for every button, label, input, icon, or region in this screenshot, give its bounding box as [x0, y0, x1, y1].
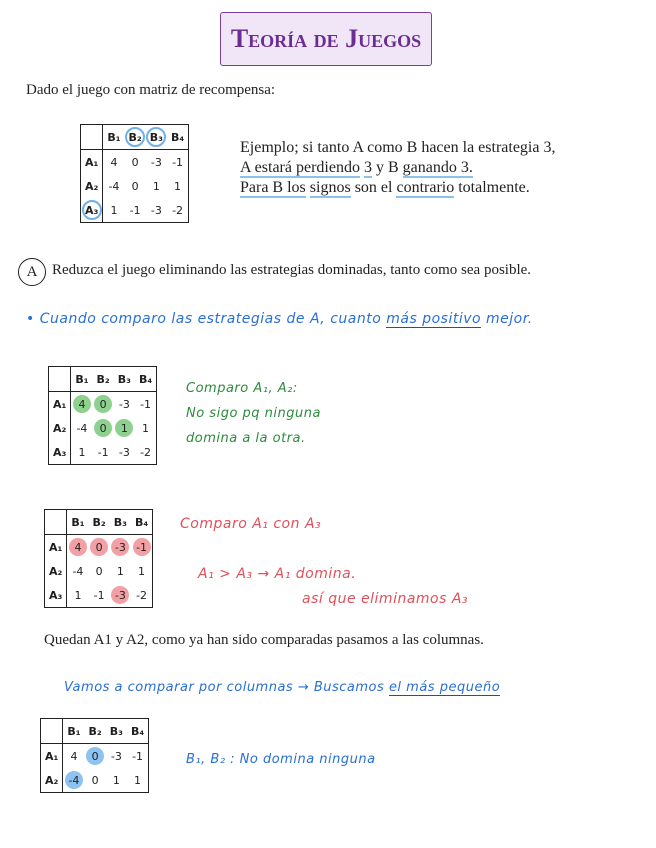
col-header: B₃ [146, 125, 167, 150]
col-header: B₄ [127, 719, 149, 744]
note-positive: • Cuando comparo las estrategias de A, cuanto más positivo mejor. [26, 311, 533, 327]
quedan-text: Quedan A1 y A2, como ya han sido comparadas pasamos a las columnas. [44, 632, 484, 648]
cell: -4 [76, 421, 88, 435]
cell: -1 [93, 588, 105, 602]
cell: 4 [71, 392, 93, 417]
cell: -1 [97, 445, 109, 459]
cell: -3 [110, 749, 122, 763]
payoff-matrix [80, 124, 189, 223]
cell: -3 [118, 397, 130, 411]
cell: -1 [129, 203, 141, 217]
col-header: B₁ [63, 719, 85, 744]
col-header: B₁ [71, 367, 93, 392]
col-header: B₄ [131, 510, 153, 535]
cell: 1 [116, 564, 124, 578]
example-line-1: Ejemplo; si tanto A como B hacen la estrategia 3, [240, 139, 556, 156]
cell: 1 [134, 773, 142, 787]
row-header: A₃ [49, 440, 71, 465]
cell: 0 [89, 535, 110, 560]
cell: 0 [93, 416, 114, 440]
cell: 0 [93, 392, 114, 417]
cell: 4 [67, 535, 89, 560]
example-line-3: Para B los signos son el contrario totalmente. [240, 179, 530, 196]
col-header: B₂ [85, 719, 106, 744]
cell: 4 [110, 155, 118, 169]
cell: 1 [78, 445, 86, 459]
cell: -3 [150, 155, 162, 169]
cell: 0 [95, 564, 103, 578]
compare-a1-a2-note: Comparo A₁, A₂: No sigo pq ninguna domina a la otra. [186, 381, 321, 446]
col-header: B₂ [89, 510, 110, 535]
cell: -2 [172, 203, 184, 217]
col-header: B₂ [125, 125, 146, 150]
row-header: A₃ [45, 583, 67, 608]
cell: 4 [70, 749, 78, 763]
corner-cell [49, 367, 71, 392]
cell: -2 [136, 588, 148, 602]
col-header: B₂ [93, 367, 114, 392]
matrix-columns [40, 718, 149, 793]
cell: 1 [114, 416, 135, 440]
corner-cell [41, 719, 63, 744]
row-header: A₂ [45, 559, 67, 583]
cell: 0 [131, 179, 139, 193]
cell: 1 [142, 421, 150, 435]
cell: -4 [63, 768, 85, 793]
col-header: B₁ [67, 510, 89, 535]
row-header: A₁ [41, 744, 63, 769]
cell: -1 [132, 749, 144, 763]
cell: 0 [131, 155, 139, 169]
page-title: Teoría de Juegos [220, 12, 432, 66]
cell: 0 [91, 773, 99, 787]
columns-note: Vamos a comparar por columnas → Buscamos el más pequeño [64, 680, 501, 695]
cell: 1 [138, 564, 146, 578]
col-header: B₃ [114, 367, 135, 392]
cell: 1 [74, 588, 82, 602]
cell: 1 [174, 179, 182, 193]
intro-text: Dado el juego con matriz de recompensa: [26, 82, 276, 98]
cell: -3 [110, 535, 131, 560]
col-header: B₄ [135, 367, 157, 392]
row-header: A₁ [45, 535, 67, 560]
col-header: B₃ [106, 719, 127, 744]
cell: -1 [172, 155, 184, 169]
row-header: A₂ [49, 416, 71, 440]
example-line-2: A estará perdiendo 3 y B ganando 3. [240, 159, 473, 176]
row-header: A₁ [49, 392, 71, 417]
compare-b1-b2-note: B₁, B₂ : No domina ninguna [186, 752, 376, 767]
compare-a1-a3-line2: A₁ > A₃ → A₁ domina. [198, 566, 357, 582]
cell: 1 [152, 179, 160, 193]
cell: 0 [85, 744, 106, 769]
row-header: A₂ [41, 768, 63, 793]
row-header: A₃ [81, 198, 103, 223]
compare-a1-a3-line1: Comparo A₁ con A₃ [180, 516, 322, 532]
matrix-compare-a1-a3 [44, 509, 153, 608]
cell: -3 [150, 203, 162, 217]
col-header: B₄ [167, 125, 189, 150]
compare-a1-a3-line3: así que eliminamos A₃ [302, 591, 469, 607]
row-header: A₁ [81, 150, 103, 175]
cell: -4 [72, 564, 84, 578]
col-header: B₁ [103, 125, 125, 150]
cell: 1 [110, 203, 118, 217]
matrix-compare-a1-a2 [48, 366, 157, 465]
col-header: B₃ [110, 510, 131, 535]
cell: -3 [110, 583, 131, 608]
corner-cell [81, 125, 103, 150]
cell: -4 [108, 179, 120, 193]
example-text [240, 139, 555, 197]
row-header: A₂ [81, 174, 103, 198]
section-letter: A [18, 258, 46, 286]
corner-cell [45, 510, 67, 535]
cell: -2 [140, 445, 152, 459]
cell: -3 [118, 445, 130, 459]
cell: -1 [140, 397, 152, 411]
cell: -1 [131, 535, 153, 560]
bullet: • [26, 311, 35, 327]
cell: 1 [112, 773, 120, 787]
section-a-text: Reduzca el juego eliminando las estrategias dominadas, tanto como sea posible. [52, 262, 532, 278]
